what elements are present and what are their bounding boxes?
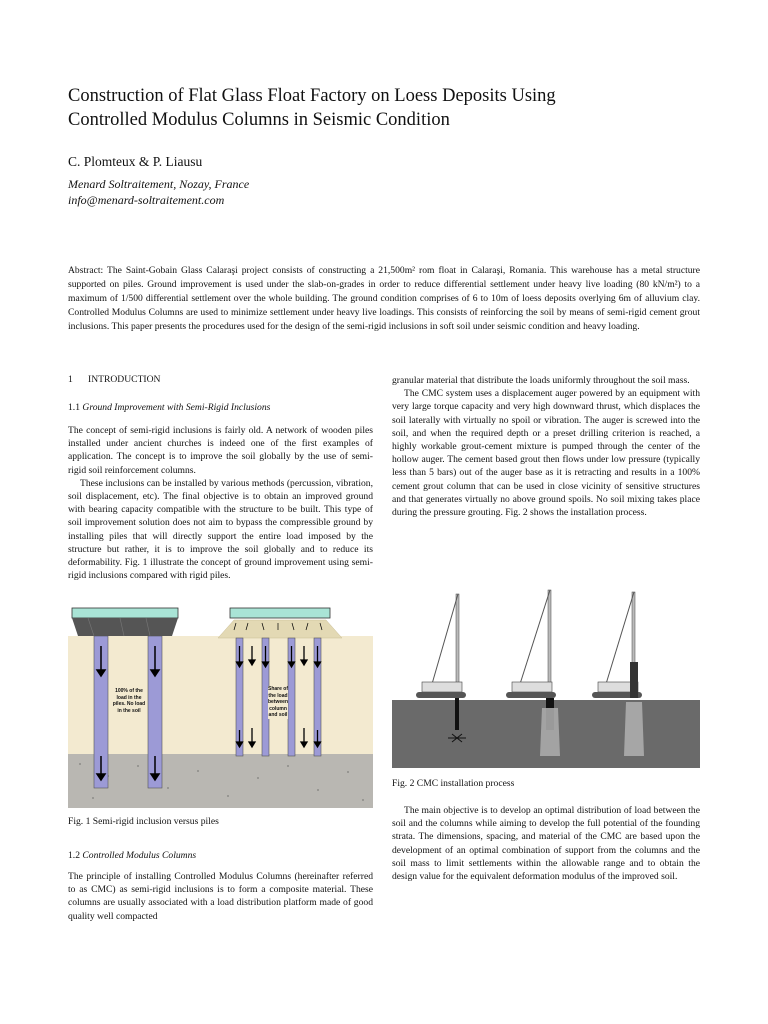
left-column-text-2 (68, 870, 373, 923)
affiliation-email: info@menard-soltraitement.com (68, 193, 225, 207)
paragraph: granular material that distribute the loads uniformly throughout the soil mass. (392, 375, 690, 386)
fig1-label-cmc: Share of the load between column and soil (268, 686, 288, 718)
subsection-1-1-heading (68, 402, 270, 413)
paper-title (68, 84, 708, 132)
section-1-heading (68, 374, 160, 385)
affiliation (68, 176, 249, 208)
left-column-text (68, 424, 373, 582)
bearing-stratum (68, 754, 373, 808)
title-line-2: Controlled Modulus Columns in Seismic Condition (68, 110, 450, 130)
subsection-1-2-heading (68, 850, 196, 861)
paragraph: The main objective is to develop an optimal distribution of load between the soil and the columns while aiming to develop the full potential of the founding strata. The dimensions, spacing, and material of the CMC are based upon the development of an optimal combination of support from the columns and the soil mass to limit settlements within the allowable range and to obtain the design value for the equivalent deformation modulus of the improved soil. (392, 805, 700, 883)
authors: C. Plomteux & P. Liausu (68, 154, 203, 169)
slab-left (72, 608, 178, 618)
figure-1-caption: Fig. 1 Semi-rigid inclusion versus piles (68, 816, 219, 827)
figure-2-caption: Fig. 2 CMC installation process (392, 778, 515, 789)
title-line-1: Construction of Flat Glass Float Factory on Loess Deposits Using (68, 86, 556, 106)
paragraph: The concept of semi-rigid inclusions is fairly old. A network of wooden piles installed under ancient churches is indeed one of the first examples of application. The concept is to improve the soil globally by the use of semi-rigid soil reinforcement columns. (68, 425, 373, 476)
paragraph: The principle of installing Controlled Modulus Columns (hereinafter referred to as CMC) as semi-rigid inclusions is to form a composite material. These columns are usually associated with a load distribution platform made of good quality well compacted (68, 871, 373, 922)
slab-right (230, 608, 330, 618)
load-transfer-platform (218, 620, 342, 638)
subsection-1-2-number: 1.2 (68, 850, 80, 861)
fig1-label-piles: 100% of the load in the piles. No load in the soil (112, 688, 146, 714)
subsection-1-1-number: 1.1 (68, 402, 80, 413)
figure-1-illustration (68, 606, 373, 808)
section-1-title: INTRODUCTION (88, 374, 161, 385)
subsection-1-1-title: Ground Improvement with Semi-Rigid Inclusions (82, 402, 271, 413)
paragraph: These inclusions can be installed by various methods (percussion, vibration, soil displacement, etc). The final objective is to obtain an improved ground with bearing capacity compatible with the structure to be built. This type of soil improvement solution does not aim to bypass the compressible ground by installing piles that will directly support the entire load imposed by the structure but rather, it is to improve the soil globally and to reduce its deformability. Fig. 1 illustrate the concept of ground improvement using semi-rigid inclusions compared with rigid piles. (68, 477, 373, 582)
finished-column (624, 702, 644, 756)
figure-2-illustration (392, 588, 700, 768)
pile-cap (72, 618, 178, 636)
paragraph: The CMC system uses a displacement auger powered by an equipment with very large torque capacity and very high downward thrust, which displaces the soil laterally with virtually no spoil or vibration. The auger is screwed into the soil, and when the required depth or a preset drilling criterion is reached, a highly workable grout-cement mixture is pumped through the center of the hollow auger. The cement based grout then flows under low pressure (typically less than 5 bars) out of the auger base as it is retracting and results in a 100% cement grout column that can be used in close vicinity of sensitive structures and that generates virtually no above ground spoils. No soil mixing takes place during the pressure grouting. Fig. 2 shows the installation process. (392, 388, 700, 519)
section-1-number: 1 (68, 374, 73, 385)
abstract: Abstract: The Saint-Gobain Glass Calaraşi project consists of constructing a 21,500m² rom float in Calaraşi, Romania. This warehouse has a metal structure supported on piles. Ground improvement is used under the slab-on-grades in order to reduce differential settlement under heavy live loading (80 kN/m²) to a maximum of 1/500 differential settlement over the whole building. The ground condition comprises of 6 to 10m of loess deposits overlying 6m of alluvium clay. Controlled Modulus Columns are used to minimize settlement under heavy live loadings. This consists of reinforcing the soil by means of semi-rigid cement grout inclusions. This paper presents the procedures used for the design of the semi-rigid inclusions in soft soil under seismic condition and heavy loading. (68, 265, 700, 332)
right-column-text-2 (392, 804, 700, 883)
right-column-text (392, 374, 700, 519)
affiliation-org: Menard Soltraitement, Nozay, France (68, 177, 250, 191)
subsection-1-2-title: Controlled Modulus Columns (82, 850, 197, 861)
